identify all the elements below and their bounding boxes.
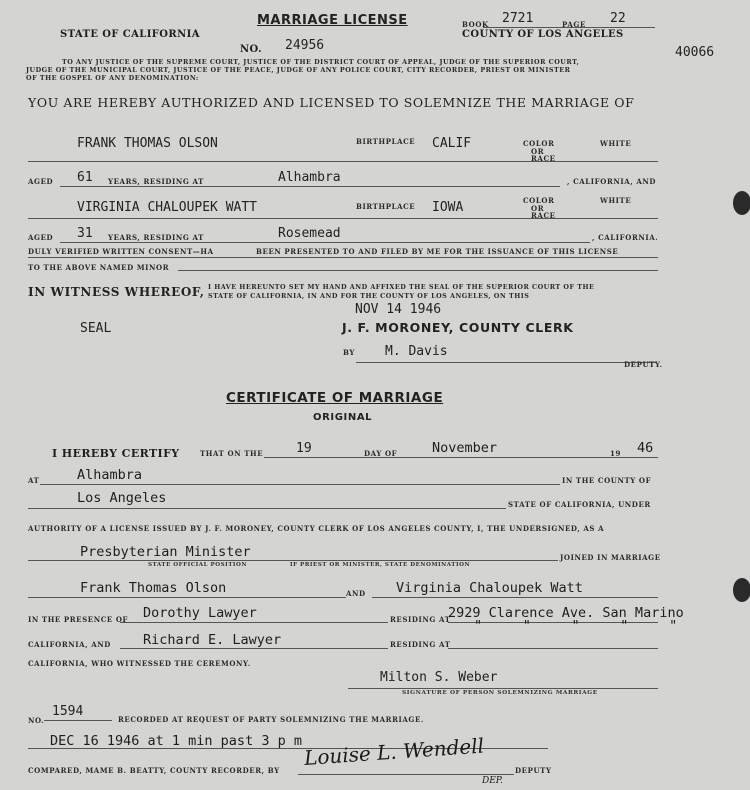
license-no-value: 24956 — [285, 38, 325, 53]
book-value: 2721 — [502, 11, 534, 26]
consent-text-2: BEEN PRESENTED TO AND FILED BY ME FOR THE ISSUANCE OF THIS LICENSE — [256, 247, 619, 256]
party2-name: VIRGINIA CHALOUPEK WATT — [77, 200, 258, 215]
page-value: 22 — [610, 11, 626, 26]
party2-color: WHITE — [600, 196, 632, 205]
minor-line — [178, 270, 658, 271]
party2-age-line — [60, 242, 590, 243]
year-value: 46 — [637, 440, 654, 456]
party1-age: 61 — [77, 170, 93, 185]
party1-birthplace-label: BIRTHPLACE — [356, 137, 416, 146]
witness2-res-line — [448, 648, 658, 649]
preamble-line-3: OF THE GOSPEL OF ANY DENOMINATION: — [26, 74, 199, 82]
month-value: November — [432, 440, 498, 456]
page-label: PAGE — [562, 20, 586, 29]
license-title: MARRIAGE LICENSE — [257, 13, 408, 28]
record-no-value: 1594 — [52, 704, 84, 719]
party1-line — [28, 161, 658, 162]
party2-color-label-2: OR — [531, 204, 545, 213]
authorized-heading: YOU ARE HEREBY AUTHORIZED AND LICENSED TO SOLEMNIZE THE MARRIAGE OF — [28, 95, 635, 110]
date-line — [264, 457, 658, 458]
party2-residence: Rosemead — [278, 226, 341, 241]
party2-color-label-3: RACE — [531, 211, 556, 220]
certificate-subtitle: ORIGINAL — [313, 412, 373, 423]
party1-name: FRANK THOMAS OLSON — [77, 136, 218, 151]
party1-suffix: , CALIFORNIA, AND — [567, 177, 657, 186]
witness-text-2: STATE OF CALIFORNIA, IN AND FOR THE COUNTY OF LOS ANGELES, ON THIS — [208, 292, 530, 300]
residing-label-1: RESIDING AT — [390, 615, 451, 624]
party1-years-label: YEARS, RESIDING AT — [108, 177, 204, 186]
party2-birthplace-label: BIRTHPLACE — [356, 202, 416, 211]
punch-hole-bottom — [733, 578, 750, 602]
party2-suffix: , CALIFORNIA. — [592, 233, 659, 242]
minor-text: TO THE ABOVE NAMED MINOR — [28, 263, 170, 272]
recorded-text: RECORDED AT REQUEST OF PARTY SOLEMNIZING THE MARRIAGE. — [118, 715, 424, 724]
deputy-bottom-label: DEPUTY — [515, 766, 552, 775]
signature-caption: SIGNATURE OF PERSON SOLEMNIZING MARRIAGE — [402, 690, 598, 696]
position-line — [28, 560, 558, 561]
certify-label: I HEREBY CERTIFY — [52, 447, 180, 460]
party2-age: 31 — [77, 226, 93, 241]
authority-text: AUTHORITY OF A LICENSE ISSUED BY J. F. MORONEY, COUNTY CLERK OF LOS ANGELES COUNTY, I, THE UNDERSIGNED, AS A — [28, 524, 605, 533]
signature-line — [348, 688, 658, 689]
witness2-name: Richard E. Lawyer — [143, 632, 282, 648]
consent-text-1: DULY VERIFIED WRITTEN CONSENT—HA — [28, 247, 214, 256]
party1-age-line — [60, 186, 560, 187]
side-number: 40066 — [675, 45, 715, 60]
witness-heading: IN WITNESS WHEREOF, — [28, 285, 205, 299]
party1-aged-label: AGED — [28, 177, 54, 186]
ditto-marks: " " " " " — [474, 618, 678, 634]
book-label: BOOK — [462, 20, 489, 29]
bride-name: Virginia Chaloupek Watt — [396, 580, 583, 596]
california-and-label: CALIFORNIA, AND — [28, 640, 111, 649]
recorded-date: DEC 16 1946 at 1 min past 3 p m — [50, 733, 302, 749]
party1-birthplace: CALIF — [432, 136, 472, 151]
preamble-line-1: TO ANY JUSTICE OF THE SUPREME COURT, JUSTICE OF THE DISTRICT COURT OF APPEAL, JUDGE OF THE SUPERIOR COURT, — [62, 58, 580, 66]
by-label: BY — [343, 348, 355, 357]
witness1-name: Dorothy Lawyer — [143, 605, 257, 621]
in-county-label: IN THE COUNTY OF — [562, 476, 652, 485]
county-clerk: J. F. MORONEY, COUNTY CLERK — [342, 320, 574, 335]
party1-color: WHITE — [600, 139, 632, 148]
recorder-signature: Louise L. Wendell — [303, 733, 485, 770]
witness1-residence: 2929 Clarence Ave. San Marino — [448, 605, 684, 621]
groom-name: Frank Thomas Olson — [80, 580, 227, 596]
state-under-label: STATE OF CALIFORNIA, UNDER — [508, 500, 651, 509]
at-label: AT — [28, 476, 40, 485]
recorder-line — [298, 774, 514, 775]
deputy-line — [356, 362, 656, 363]
party1-color-label-1: COLOR — [523, 139, 555, 148]
certificate-title: CERTIFICATE OF MARRIAGE — [226, 390, 444, 406]
party1-residence: Alhambra — [278, 170, 341, 185]
officiant-signature: Milton S. Weber — [380, 670, 498, 685]
year-prefix: 19 — [610, 449, 621, 458]
punch-hole-top — [733, 191, 750, 215]
preamble-line-2: JUDGE OF THE MUNICIPAL COURT, JUSTICE OF THE PEACE, JUDGE OF ANY POLICE COURT, CITY RECORDER, PRIEST OR MINISTER — [26, 66, 571, 74]
witness1-line — [120, 622, 388, 623]
party2-birthplace: IOWA — [432, 200, 464, 215]
witness2-line — [120, 648, 388, 649]
party2-color-label-1: COLOR — [523, 196, 555, 205]
position-caption: STATE OFFICIAL POSITION — [148, 562, 248, 568]
bride-line — [372, 597, 658, 598]
consent-line — [28, 257, 658, 258]
priest-caption: IF PRIEST OR MINISTER, STATE DENOMINATION — [290, 562, 471, 568]
county-line — [28, 508, 506, 509]
state-label: STATE OF CALIFORNIA — [60, 29, 200, 40]
day-value: 19 — [296, 441, 312, 456]
witness-text-1: I HAVE HEREUNTO SET MY HAND AND AFFIXED THE SEAL OF THE SUPERIOR COURT OF THE — [208, 283, 595, 291]
place-value: Alhambra — [77, 467, 143, 483]
record-no-line — [44, 720, 112, 721]
and-label: AND — [346, 589, 366, 598]
deputy-name: M. Davis — [385, 344, 448, 359]
party2-years-label: YEARS, RESIDING AT — [108, 233, 204, 242]
license-date: NOV 14 1946 — [355, 302, 442, 317]
county-label: COUNTY OF LOS ANGELES — [462, 29, 624, 40]
compared-text: COMPARED, MAME B. BEATTY, COUNTY RECORDER, BY — [28, 766, 280, 775]
party1-color-label-2: OR — [531, 147, 545, 156]
license-no-label: NO. — [240, 44, 262, 55]
deputy-label: DEPUTY. — [624, 360, 663, 369]
dep-note: DEP. — [482, 776, 503, 786]
witnessed-label: CALIFORNIA, WHO WITNESSED THE CEREMONY. — [28, 659, 251, 668]
record-no-label: NO. — [28, 716, 45, 725]
presence-label: IN THE PRESENCE OF — [28, 615, 129, 624]
residing-label-2: RESIDING AT — [390, 640, 451, 649]
seal-label: SEAL — [80, 321, 112, 336]
county-value: Los Angeles — [77, 490, 167, 506]
party2-aged-label: AGED — [28, 233, 54, 242]
day-of-label: DAY OF — [364, 449, 398, 458]
joined-label: JOINED IN MARRIAGE — [560, 553, 661, 562]
book-line — [483, 27, 655, 28]
position-value: Presbyterian Minister — [80, 544, 251, 560]
place-line — [40, 484, 560, 485]
that-on-label: THAT ON THE — [200, 449, 264, 458]
party1-color-label-3: RACE — [531, 154, 556, 163]
groom-line — [28, 597, 346, 598]
party2-line — [28, 218, 658, 219]
